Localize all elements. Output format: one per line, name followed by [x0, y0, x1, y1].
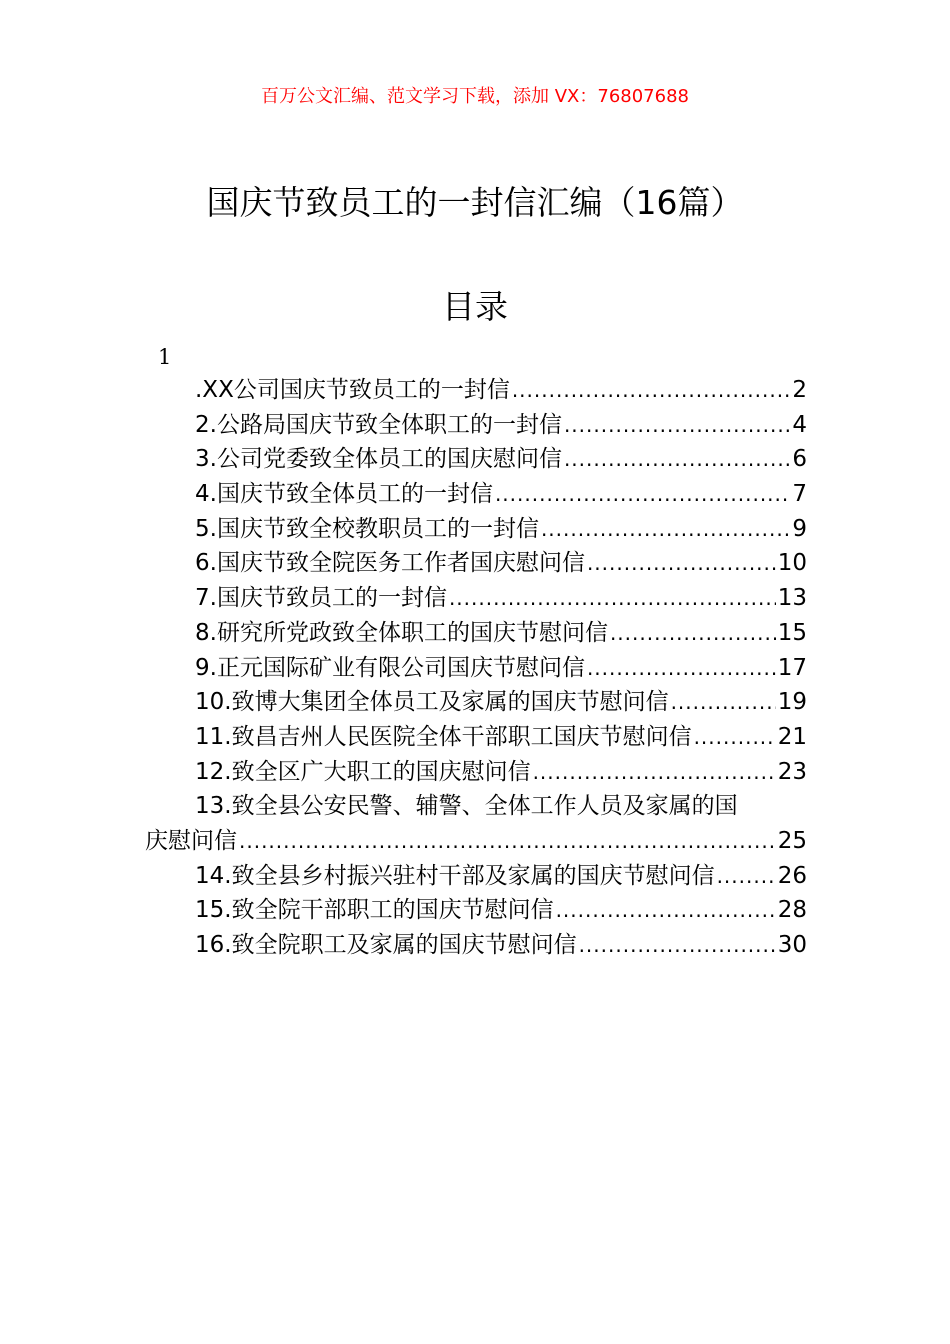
toc-entry[interactable] [145, 928, 807, 963]
dot-leader [512, 373, 791, 408]
dot-leader [587, 651, 776, 686]
dot-leader [694, 720, 776, 755]
toc-entry[interactable] [145, 373, 807, 408]
toc-entry-page: 25 [777, 827, 807, 854]
page-number-marker: 1 [158, 345, 172, 369]
toc-entry[interactable] [145, 685, 807, 720]
download-notice: 百万公文汇编、范文学习下载，添加 VX：76807688 [261, 86, 689, 107]
toc-entry-label: 10.致博大集团全体员工及家属的国庆节慰问信 [195, 689, 669, 716]
dot-leader [717, 859, 776, 894]
dot-leader [587, 546, 776, 581]
toc-entry-page: 19 [777, 689, 807, 716]
toc-entry-label: 3.公司党委致全体员工的国庆慰问信 [195, 446, 562, 473]
toc-entry-wrapped-line2[interactable] [145, 824, 807, 859]
toc-entry-page: 21 [777, 723, 807, 750]
toc-heading: 目录 [442, 287, 508, 326]
toc-entry-page: 9 [792, 515, 807, 542]
toc-entry-label: 4.国庆节致全体员工的一封信 [195, 481, 493, 508]
toc-entry-label: 15.致全院干部职工的国庆节慰问信 [195, 897, 554, 924]
toc-entry[interactable] [145, 581, 807, 616]
dot-leader [610, 616, 776, 651]
dot-leader [239, 824, 776, 859]
toc-entry[interactable] [145, 546, 807, 581]
toc-entry-label: 2.公路局国庆节致全体职工的一封信 [195, 411, 562, 438]
dot-leader [541, 512, 790, 547]
toc-entry-label: 8.研究所党政致全体职工的国庆节慰问信 [195, 619, 608, 646]
table-of-contents [145, 373, 807, 963]
toc-entry-label: 7.国庆节致员工的一封信 [195, 585, 447, 612]
toc-entry[interactable] [145, 512, 807, 547]
toc-entry-page: 6 [792, 446, 807, 473]
dot-leader [564, 408, 790, 443]
toc-entry[interactable] [145, 651, 807, 686]
toc-entry-label: 庆慰问信 [145, 827, 237, 854]
toc-entry[interactable] [145, 893, 807, 928]
toc-entry-page: 13 [777, 585, 807, 612]
toc-entry[interactable] [145, 408, 807, 443]
toc-entry-label: 13.致全县公安民警、辅警、全体工作人员及家属的国 [195, 793, 738, 820]
toc-entry-page: 23 [777, 758, 807, 785]
dot-leader [495, 477, 790, 512]
toc-entry-label: 6.国庆节致全院医务工作者国庆慰问信 [195, 550, 585, 577]
toc-entry-label: 12.致全区广大职工的国庆慰问信 [195, 758, 531, 785]
dot-leader [449, 581, 776, 616]
toc-entry-page: 28 [777, 897, 807, 924]
toc-entry[interactable] [145, 755, 807, 790]
toc-entry-label: 16.致全院职工及家属的国庆节慰问信 [195, 932, 577, 958]
toc-entry-page: 26 [777, 862, 807, 889]
toc-entry[interactable] [145, 477, 807, 512]
dot-leader [533, 755, 776, 790]
toc-entry-page: 17 [777, 654, 807, 681]
toc-entry-page: 30 [777, 932, 807, 958]
toc-entry-label: 11.致昌吉州人民医院全体干部职工国庆节慰问信 [195, 723, 692, 750]
toc-entry-page: 15 [777, 619, 807, 646]
toc-entry-label: 5.国庆节致全校教职员工的一封信 [195, 515, 539, 542]
toc-entry[interactable] [145, 720, 807, 755]
toc-entry[interactable] [145, 616, 807, 651]
toc-entry-page: 10 [777, 550, 807, 577]
toc-entry-wrapped-line1[interactable] [145, 789, 807, 824]
toc-entry-page: 4 [792, 411, 807, 438]
dot-leader [671, 685, 776, 720]
toc-entry-label: 14.致全县乡村振兴驻村干部及家属的国庆节慰问信 [195, 862, 715, 889]
toc-entry-page: 2 [792, 377, 807, 403]
toc-entry-label: .XX公司国庆节致员工的一封信 [195, 377, 510, 403]
toc-entry[interactable] [145, 859, 807, 894]
dot-leader [579, 928, 776, 963]
document-title: 国庆节致员工的一封信汇编（16篇） [206, 183, 744, 222]
toc-entry[interactable] [145, 442, 807, 477]
dot-leader [556, 893, 776, 928]
toc-entry-label: 9.正元国际矿业有限公司国庆节慰问信 [195, 654, 585, 681]
dot-leader [564, 442, 790, 477]
toc-entry-page: 7 [792, 481, 807, 508]
